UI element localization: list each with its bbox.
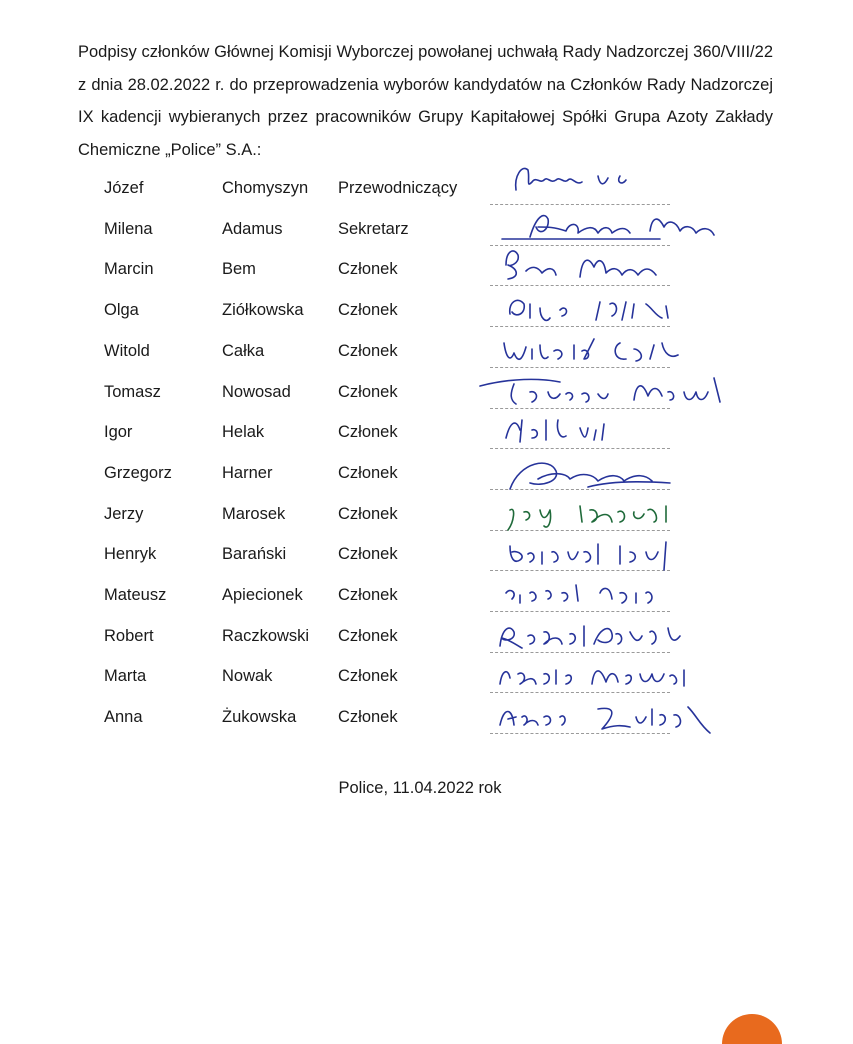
member-last-name: Helak — [222, 423, 265, 442]
member-last-name: Marosek — [222, 504, 286, 523]
signature-stroke — [506, 585, 652, 603]
signature-stroke — [500, 707, 710, 733]
member-first-name: Anna — [104, 708, 143, 727]
member-first-name: Grzegorz — [104, 463, 172, 482]
member-first-name: Marta — [104, 667, 147, 686]
signature-stroke — [502, 215, 714, 238]
document-heading: Podpisy członków Głównej Komisji Wyborczej powołanej uchwałą Rady Nadzorczej 360/VIII/22 z dnia 28.02.2022 r. do przeprowadzenia wyborów kandydatów na Członków Rady Nadzorczej IX kadencji wybieranych przez pracowników Grupy Kapitałowej Spółki Grupa Azoty Zakłady Chemiczne „Police” S.A.: — [78, 43, 773, 159]
member-role: Członek — [338, 626, 398, 645]
member-last-name: Barański — [222, 545, 287, 564]
signature-stroke — [500, 670, 684, 686]
member-last-name: Żukowska — [222, 708, 297, 727]
member-last-name: Ziółkowska — [222, 301, 304, 320]
member-role: Członek — [338, 545, 398, 564]
member-role: Członek — [338, 586, 398, 604]
member-last-name: Bem — [222, 260, 256, 279]
member-last-name: Raczkowski — [222, 626, 310, 645]
member-role: Członek — [338, 423, 398, 442]
member-role: Członek — [338, 667, 398, 686]
member-last-name: Nowosad — [222, 382, 291, 401]
member-role: Członek — [338, 260, 398, 279]
member-first-name: Witold — [104, 341, 150, 360]
member-last-name: Harner — [222, 463, 273, 482]
member-first-name: Igor — [104, 423, 133, 442]
member-first-name: Henryk — [104, 545, 157, 564]
member-role: Sekretarz — [338, 219, 409, 238]
member-first-name: Marcin — [104, 260, 154, 279]
member-last-name: Chomyszyn — [222, 179, 309, 197]
signature-stroke — [506, 420, 604, 442]
handwritten-signature — [470, 685, 730, 743]
member-role: Członek — [338, 301, 398, 320]
signature-stroke — [504, 339, 678, 361]
member-row — [0, 707, 853, 747]
member-first-name: Tomasz — [104, 382, 161, 401]
member-role: Członek — [338, 382, 398, 401]
member-last-name: Całka — [222, 341, 265, 360]
member-first-name: Józef — [104, 179, 144, 197]
corner-logo-mark — [722, 1014, 782, 1044]
member-last-name: Adamus — [222, 219, 283, 238]
signature-stroke — [506, 251, 656, 279]
member-first-name: Olga — [104, 301, 139, 320]
member-first-name: Mateusz — [104, 586, 167, 604]
member-last-name: Nowak — [222, 667, 273, 686]
member-first-name: Robert — [104, 626, 154, 645]
signature-stroke — [510, 300, 668, 320]
member-role: Członek — [338, 463, 398, 482]
member-last-name: Apiecionek — [222, 586, 303, 604]
member-first-name: Milena — [104, 219, 153, 238]
place-and-date: Police, 11.04.2022 rok — [338, 779, 502, 797]
member-role: Członek — [338, 504, 398, 523]
member-first-name: Jerzy — [104, 504, 144, 523]
member-role: Członek — [338, 708, 398, 727]
member-role: Członek — [338, 341, 398, 360]
member-role: Przewodniczący — [338, 179, 458, 197]
signature-stroke — [516, 168, 626, 190]
